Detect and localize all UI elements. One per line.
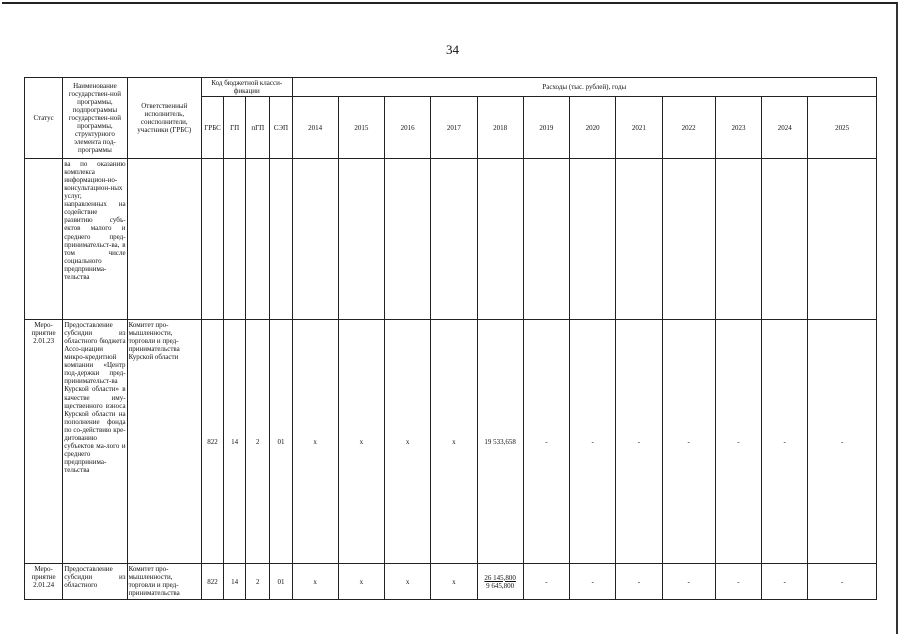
row-code-pgp — [246, 159, 270, 320]
header-name: Наименование государствен-ной программы, подпрограммы государствен-ной программы, структурного элемента под-программы — [63, 78, 127, 159]
row-value: х — [385, 564, 431, 600]
row-value: - — [808, 564, 877, 600]
row-value-2018 — [477, 564, 523, 600]
table-row — [25, 564, 877, 600]
row-code-grbs — [201, 159, 223, 320]
header-code-pgp: пГП — [246, 97, 270, 159]
row-name: Предоставление субсидии из областного бюджета Ассо-циации микро-кредитной компании «Центр под-держки пред-принимательст-ва Курской области» в качестве иму-щественного взноса Курской области на пополнение фонда по со-действию кре-дитованию субъектов ма-лого и среднего предпринима-тельства — [63, 320, 127, 564]
header-year: 2022 — [662, 97, 715, 159]
row-value: - — [662, 564, 715, 600]
row-code-gp: 14 — [224, 320, 246, 564]
row-value — [762, 159, 808, 320]
header-year: 2017 — [431, 97, 477, 159]
row-value — [385, 159, 431, 320]
header-code-grbs: ГРБС — [201, 97, 223, 159]
value-line: 26 145,800 — [484, 573, 516, 582]
header-budget-code: Код бюджетной класси-фикации — [201, 78, 292, 97]
row-value: - — [570, 320, 616, 564]
header-year: 2025 — [808, 97, 877, 159]
row-value — [662, 159, 715, 320]
header-year: 2023 — [715, 97, 761, 159]
row-responsible: Комитет про-мышленности, торговли и пред-принимательства — [127, 564, 201, 600]
header-code-sep: СЭП — [270, 97, 292, 159]
header-status: Статус — [25, 78, 63, 159]
row-value — [523, 159, 569, 320]
row-value — [477, 159, 523, 320]
row-name: Предоставление субсидии из областного — [63, 564, 127, 600]
row-value: х — [431, 564, 477, 600]
header-year: 2020 — [570, 97, 616, 159]
row-code-pgp: 2 — [246, 564, 270, 600]
row-value: х — [338, 564, 384, 600]
row-value: х — [385, 320, 431, 564]
row-value: х — [292, 320, 338, 564]
row-value — [616, 159, 662, 320]
header-year: 2019 — [523, 97, 569, 159]
header-year: 2014 — [292, 97, 338, 159]
row-responsible: Комитет про-мышленности, торговли и пред-принимательства Курской области — [127, 320, 201, 564]
header-responsible: Ответственный исполнитель, соисполнители, участники (ГРБС) — [127, 78, 201, 159]
row-value: - — [616, 564, 662, 600]
row-value: 19 533,658 — [477, 320, 523, 564]
row-responsible — [127, 159, 201, 320]
row-code-sep — [270, 159, 292, 320]
table-row — [25, 159, 877, 320]
row-value: - — [808, 320, 877, 564]
header-year: 2016 — [385, 97, 431, 159]
row-value: - — [570, 564, 616, 600]
table-row — [25, 320, 877, 564]
header-code-gp: ГП — [224, 97, 246, 159]
row-status — [25, 159, 63, 320]
row-value — [431, 159, 477, 320]
row-value — [715, 159, 761, 320]
value-line: 9 645,800 — [486, 581, 515, 590]
row-value: - — [616, 320, 662, 564]
row-value: х — [431, 320, 477, 564]
row-value: - — [523, 320, 569, 564]
row-value: - — [762, 320, 808, 564]
row-code-gp: 14 — [224, 564, 246, 600]
header-row-1 — [25, 78, 877, 97]
row-value — [570, 159, 616, 320]
row-code-grbs: 822 — [201, 320, 223, 564]
page-number: 34 — [446, 42, 459, 57]
row-code-sep: 01 — [270, 564, 292, 600]
row-status: Меро-приятие 2.01.24 — [25, 564, 63, 600]
row-code-gp — [224, 159, 246, 320]
row-code-pgp: 2 — [246, 320, 270, 564]
row-value: - — [715, 564, 761, 600]
row-code-grbs: 822 — [201, 564, 223, 600]
header-year: 2021 — [616, 97, 662, 159]
header-year: 2015 — [338, 97, 384, 159]
row-value — [808, 159, 877, 320]
row-name: ва по оказанию комплекса информацион-но-консультацион-ных услуг, направленных на содействие развитию субъ-ектов малого и среднего пред-принимательст-ва, в том числе социального предпринима-тельства — [63, 159, 127, 320]
row-value: - — [662, 320, 715, 564]
row-value: - — [523, 564, 569, 600]
row-value: х — [338, 320, 384, 564]
header-year: 2018 — [477, 97, 523, 159]
row-value: - — [715, 320, 761, 564]
row-code-sep: 01 — [270, 320, 292, 564]
header-year: 2024 — [762, 97, 808, 159]
row-status: Меро-приятие 2.01.23 — [25, 320, 63, 564]
row-value: х — [292, 564, 338, 600]
row-value — [338, 159, 384, 320]
row-value — [292, 159, 338, 320]
row-value: - — [762, 564, 808, 600]
budget-table — [24, 77, 877, 600]
header-expenses: Расходы (тыс. рублей), годы — [292, 78, 876, 97]
